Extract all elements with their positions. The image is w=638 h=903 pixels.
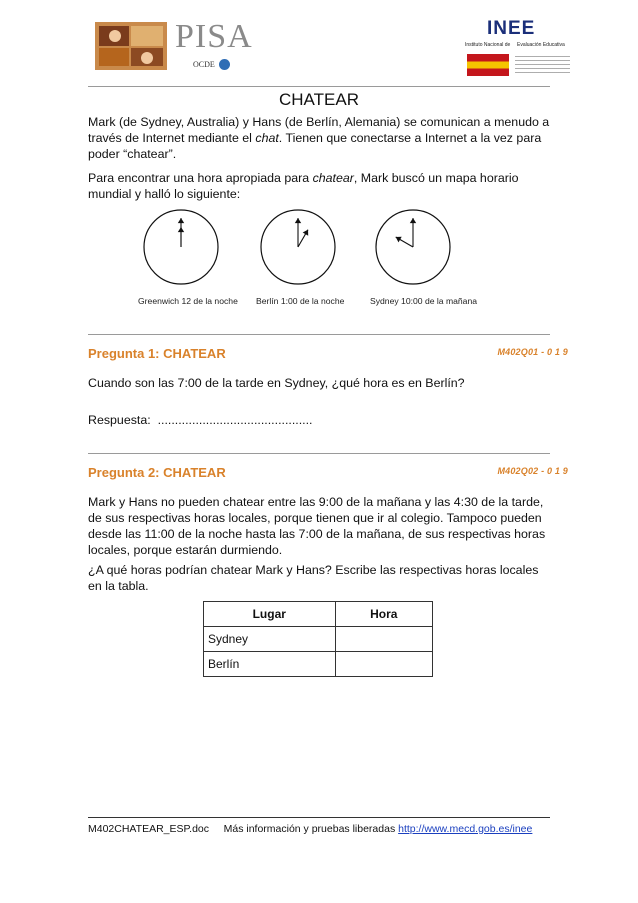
q1-title: Pregunta 1: CHATEAR	[88, 346, 226, 361]
q1-answer-blank[interactable]: .............................................	[157, 413, 313, 427]
footer	[88, 823, 532, 835]
clocks-diagram	[0, 200, 638, 300]
ministry-crest	[467, 54, 509, 76]
answer-table	[203, 601, 433, 677]
table-row	[204, 652, 433, 677]
q1-rule	[88, 334, 550, 335]
clock-caption-greenwich: Greenwich 12 de la noche	[138, 296, 238, 306]
q2-title: Pregunta 2: CHATEAR	[88, 465, 226, 480]
intro-paragraph-1: Mark (de Sydney, Australia) y Hans (de Berlín, Alemania) se comunican a menudo a través de Internet mediante el chat. Tienen que conectarse a Internet a la vez para poder “chatear”.	[88, 115, 550, 161]
row-sydney-place: Sydney	[204, 627, 336, 652]
q2-code: M402Q02 - 0 1 9	[497, 466, 568, 476]
intro-paragraph-2: Para encontrar una hora apropiada para chatear, Mark buscó un mapa horario mundial y halló lo siguiente:	[88, 171, 519, 201]
chat-emphasis: chat	[255, 131, 279, 145]
row-berlin-place: Berlín	[204, 652, 336, 677]
q2-rule	[88, 453, 550, 454]
table-row	[204, 627, 433, 652]
footer-link[interactable]: http://www.mecd.gob.es/inee	[398, 823, 533, 835]
q1-answer-label: Respuesta:	[88, 413, 151, 427]
footer-rule	[88, 817, 550, 818]
inee-subtitle-1: Instituto Nacional de	[465, 42, 511, 48]
footer-more-info: Más información y pruebas liberadas	[223, 823, 396, 835]
pisa-logo	[95, 18, 255, 78]
q1-question: Cuando son las 7:00 de la tarde en Sydney, ¿qué hora es en Berlín?	[88, 376, 465, 390]
ministry-text-block	[515, 56, 570, 74]
answer-table-header	[204, 602, 433, 627]
inee-logo	[465, 18, 575, 78]
ocde-icon	[219, 59, 230, 70]
inee-logo-text: INEE	[487, 18, 536, 39]
clock-caption-sydney: Sydney 10:00 de la mañana	[370, 296, 478, 306]
q1-answer-line	[88, 412, 553, 428]
chatear-emphasis: chatear	[312, 171, 354, 185]
q2-paragraph-1: Mark y Hans no pueden chatear entre las 9:00 de la mañana y las 4:30 de la tarde, de sus respectivas horas locales, porque tienen que ir al colegio. Tampoco pueden desde las 11:00 de la noche hasta las 7:00 de la mañana, de sus respectivas horas locales, porque estarán durmiendo.	[88, 495, 546, 557]
header-hora: Hora	[335, 602, 432, 627]
page-title: CHATEAR	[279, 90, 359, 109]
inee-subtitle-2: Evaluación Educativa	[517, 42, 565, 48]
row-berlin-time[interactable]	[335, 652, 432, 677]
q2-paragraph-2: ¿A qué horas podrían chatear Mark y Hans? Escribe las respectivas horas locales en la tabla.	[88, 563, 539, 593]
title-rule	[88, 86, 550, 87]
footer-filename: M402CHATEAR_ESP.doc	[88, 823, 210, 835]
pisa-logo-text: PISA	[175, 18, 253, 55]
header-lugar: Lugar	[204, 602, 336, 627]
ocde-text: OCDE	[193, 60, 215, 69]
row-sydney-time[interactable]	[335, 627, 432, 652]
q1-code: M402Q01 - 0 1 9	[497, 347, 568, 357]
clock-caption-berlin: Berlín 1:00 de la noche	[256, 296, 345, 306]
